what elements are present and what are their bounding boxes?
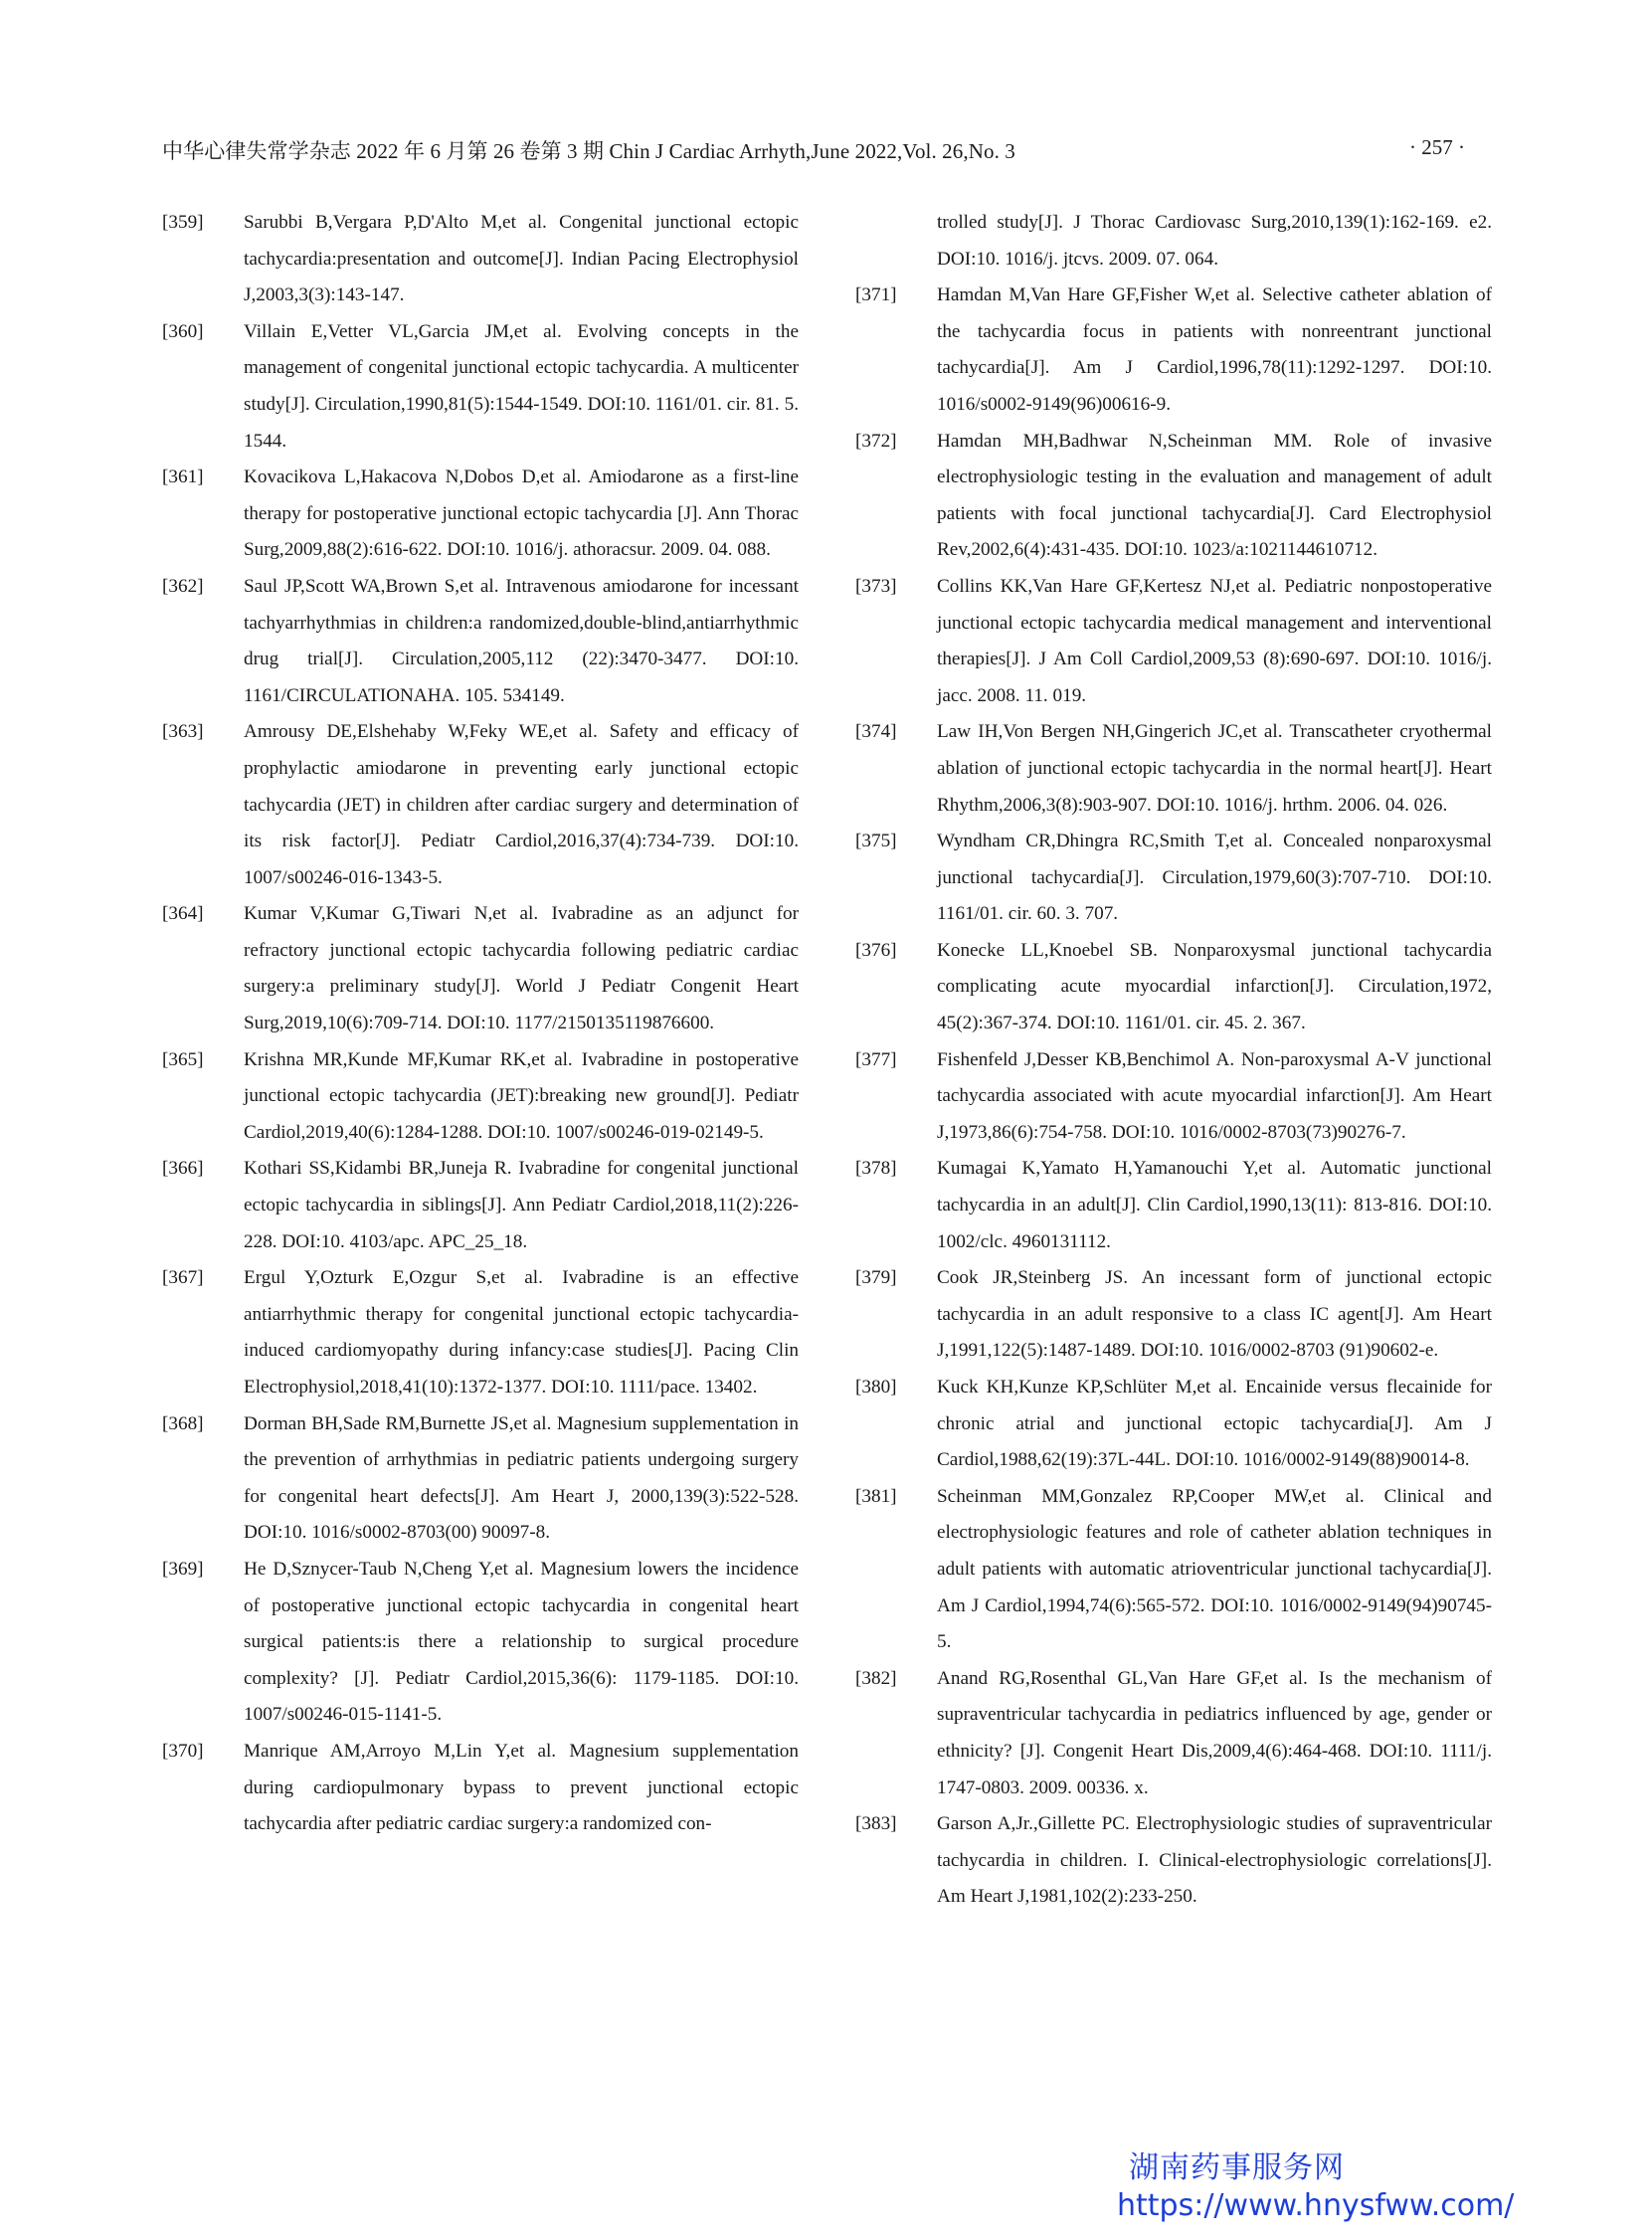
watermark-site-name[interactable]: 湖南药事服务网 — [1129, 2150, 1345, 2185]
reference-number: [378] — [855, 1158, 897, 1180]
reference-text: Anand RG,Rosenthal GL,Van Hare GF,et al. Is the mechanism of supraventricular tachycardia in pediatrics influenced by age, gender or ethnicity? [J]. Congenit Heart Dis,2009,4(6):464-468. DOI:10. 1111/j. 1747-0803. 2009. 00336. x. — [937, 1667, 1492, 1798]
reference-number: [367] — [162, 1267, 204, 1289]
journal-citation: 中华心律失常学杂志 2022 年 6 月第 26 卷第 3 期 Chin J Cardiac Arrhyth,June 2022,Vol. 26,No. 3 — [162, 139, 1015, 163]
reference-number: [377] — [855, 1048, 897, 1070]
reference-number: [376] — [855, 939, 897, 961]
reference-text: Kovacikova L,Hakacova N,Dobos D,et al. Amiodarone as a first-line therapy for postoperative junctional ectopic tachycardia [J]. Ann Thorac Surg,2009,88(2):616-622. DOI:10. 1016/j. athoracsur. 2009. 04. 088. — [244, 467, 799, 561]
reference-number: [365] — [162, 1048, 204, 1070]
reference-text: Hamdan MH,Badhwar N,Scheinman MM. Role of invasive electrophysiologic testing in the evaluation and management of adult patients with focal junctional tachycardia[J]. Card Electrophysiol Rev,2002,6(4):431-435. DOI:10. 1023/a:1021144610712. — [937, 430, 1492, 561]
reference-text: trolled study[J]. J Thorac Cardiovasc Surg,2010,139(1):162-169. e2. DOI:10. 1016/j. jtcvs. 2009. 07. 064. — [937, 212, 1492, 270]
reference-number: [361] — [162, 467, 204, 488]
reference-number: [373] — [855, 575, 897, 597]
reference-text: Konecke LL,Knoebel SB. Nonparoxysmal junctional tachycardia complicating acute myocardial infarction[J]. Circulation,1972, 45(2):367-374. DOI:10. 1161/01. cir. 45. 2. 367. — [937, 939, 1492, 1034]
reference-text: Manrique AM,Arroyo M,Lin Y,et al. Magnesium supplementation during cardiopulmonary bypass to prevent junctional ectopic tachycardia after pediatric cardiac surgery:a randomized con- — [244, 1740, 799, 1835]
reference-item — [855, 1042, 1492, 1152]
reference-item — [855, 1479, 1492, 1661]
reference-item — [855, 1806, 1492, 1916]
reference-item — [162, 1042, 799, 1152]
reference-text: He D,Sznycer-Taub N,Cheng Y,et al. Magnesium lowers the incidence of postoperative junctional ectopic tachycardia in congenital heart surgical patients:is there a relationship to surgical procedure complexity? [J]. Pediatr Cardiol,2015,36(6): 1179-1185. DOI:10. 1007/s00246-015-1141-5. — [244, 1558, 799, 1726]
references-right-column — [855, 205, 1492, 1916]
reference-item — [855, 424, 1492, 569]
reference-text: Kumar V,Kumar G,Tiwari N,et al. Ivabradine as an adjunct for refractory junctional ectopic tachycardia following pediatric cardiac surgery:a preliminary study[J]. World J Pediatr Congenit Heart Surg,2019,10(6):709-714. DOI:10. 1177/2150135119876600. — [244, 903, 799, 1034]
reference-item — [162, 714, 799, 896]
reference-item — [855, 1151, 1492, 1260]
references-left-column — [162, 205, 799, 1843]
reference-number: [359] — [162, 212, 204, 233]
reference-item — [855, 714, 1492, 824]
reference-text: Sarubbi B,Vergara P,D'Alto M,et al. Congenital junctional ectopic tachycardia:presentation and outcome[J]. Indian Pacing Electrophysiol J,2003,3(3):143-147. — [244, 212, 799, 306]
reference-item — [162, 1552, 799, 1734]
reference-number: [383] — [855, 1813, 897, 1835]
reference-number: [372] — [855, 430, 897, 452]
reference-text: Amrousy DE,Elshehaby W,Feky WE,et al. Safety and efficacy of prophylactic amiodarone in preventing early junctional ectopic tachycardia (JET) in children after cardiac surgery and determination of its risk factor[J]. Pediatr Cardiol,2016,37(4):734-739. DOI:10. 1007/s00246-016-1343-5. — [244, 721, 799, 888]
reference-item — [855, 824, 1492, 933]
reference-number: [362] — [162, 575, 204, 597]
reference-number: [364] — [162, 903, 204, 925]
watermark-url-link[interactable]: https://www.hnysfww.com/ — [1117, 2188, 1515, 2223]
reference-text: Hamdan M,Van Hare GF,Fisher W,et al. Selective catheter ablation of the tachycardia focus in patients with nonreentrant junctional tachycardia[J]. Am J Cardiol,1996,78(11):1292-1297. DOI:10. 1016/s0002-9149(96)00616-9. — [937, 284, 1492, 415]
reference-item — [162, 1406, 799, 1552]
reference-text: Fishenfeld J,Desser KB,Benchimol A. Non-paroxysmal A-V junctional tachycardia associated with acute myocardial infarction[J]. Am Heart J,1973,86(6):754-758. DOI:10. 1016/0002-8703(73)90276-7. — [937, 1048, 1492, 1143]
reference-number: [363] — [162, 721, 204, 743]
reference-item — [162, 1151, 799, 1260]
reference-text: Garson A,Jr.,Gillette PC. Electrophysiologic studies of supraventricular tachycardia in children. I. Clinical-electrophysiologic correlations[J]. Am Heart J,1981,102(2):233-250. — [937, 1813, 1492, 1908]
reference-item — [162, 1260, 799, 1405]
reference-item — [855, 205, 1492, 278]
reference-number: [374] — [855, 721, 897, 743]
reference-item — [162, 896, 799, 1041]
reference-item — [855, 569, 1492, 714]
reference-number: [360] — [162, 320, 204, 342]
reference-text: Saul JP,Scott WA,Brown S,et al. Intravenous amiodarone for incessant tachyarrhythmias in children:a randomized,double-blind,antiarrhythmic drug trial[J]. Circulation,2005,112 (22):3470-3477. DOI:10. 1161/CIRCULATIONAHA. 105. 534149. — [244, 575, 799, 706]
reference-item — [855, 933, 1492, 1042]
reference-item — [855, 1661, 1492, 1806]
reference-text: Law IH,Von Bergen NH,Gingerich JC,et al. Transcatheter cryothermal ablation of junctional ectopic tachycardia in the normal heart[J]. Heart Rhythm,2006,3(8):903-907. DOI:10. 1016/j. hrthm. 2006. 04. 026. — [937, 721, 1492, 816]
reference-number: [368] — [162, 1412, 204, 1434]
reference-item — [855, 1260, 1492, 1370]
reference-text: Krishna MR,Kunde MF,Kumar RK,et al. Ivabradine in postoperative junctional ectopic tachycardia (JET):breaking new ground[J]. Pediatr Cardiol,2019,40(6):1284-1288. DOI:10. 1007/s00246-019-02149-5. — [244, 1048, 799, 1143]
reference-text: Cook JR,Steinberg JS. An incessant form of junctional ectopic tachycardia in an adult responsive to a class IC agent[J]. Am Heart J,1991,122(5):1487-1489. DOI:10. 1016/0002-8703 (91)90602-e. — [937, 1267, 1492, 1362]
reference-number: [375] — [855, 831, 897, 852]
reference-number: [366] — [162, 1158, 204, 1180]
reference-item — [162, 1734, 799, 1843]
reference-text: Kothari SS,Kidambi BR,Juneja R. Ivabradine for congenital junctional ectopic tachycardia in siblings[J]. Ann Pediatr Cardiol,2018,11(2):226-228. DOI:10. 4103/apc. APC_25_18. — [244, 1158, 799, 1252]
reference-text: Kuck KH,Kunze KP,Schlüter M,et al. Encainide versus flecainide for chronic atrial and junctional ectopic tachycardia[J]. Am J Cardiol,1988,62(19):37L-44L. DOI:10. 1016/0002-9149(88)90014-8. — [937, 1377, 1492, 1471]
reference-number: [371] — [855, 284, 897, 306]
reference-number: [382] — [855, 1667, 897, 1689]
reference-item — [855, 278, 1492, 423]
reference-text: Kumagai K,Yamato H,Yamanouchi Y,et al. Automatic junctional tachycardia in an adult[J]. Clin Cardiol,1990,13(11): 813-816. DOI:10. 1002/clc. 4960131112. — [937, 1158, 1492, 1252]
reference-item — [162, 205, 799, 314]
reference-text: Wyndham CR,Dhingra RC,Smith T,et al. Concealed nonparoxysmal junctional tachycardia[J]. Circulation,1979,60(3):707-710. DOI:10. 1161/01. cir. 60. 3. 707. — [937, 831, 1492, 925]
reference-text: Scheinman MM,Gonzalez RP,Cooper MW,et al. Clinical and electrophysiologic features and role of catheter ablation techniques in adult patients with automatic atrioventricular junctional tachycardia[J]. Am J Cardiol,1994,74(6):565-572. DOI:10. 1016/0002-9149(94)90745-5. — [937, 1485, 1492, 1653]
reference-number: [370] — [162, 1740, 204, 1762]
reference-number: [369] — [162, 1558, 204, 1580]
reference-item — [162, 314, 799, 460]
reference-text: Dorman BH,Sade RM,Burnette JS,et al. Magnesium supplementation in the prevention of arrhythmias in pediatric patients undergoing surgery for congenital heart defects[J]. Am Heart J, 2000,139(3):522-528. DOI:10. 1016/s0002-8703(00) 90097-8. — [244, 1412, 799, 1544]
reference-text: Ergul Y,Ozturk E,Ozgur S,et al. Ivabradine is an effective antiarrhythmic therapy for congenital junctional ectopic tachycardia-induced cardiomyopathy during infancy:case studies[J]. Pacing Clin Electrophysiol,2018,41(10):1372-1377. DOI:10. 1111/pace. 13402. — [244, 1267, 799, 1398]
reference-number: [379] — [855, 1267, 897, 1289]
reference-text: Collins KK,Van Hare GF,Kertesz NJ,et al. Pediatric nonpostoperative junctional ectopic tachycardia medical management and interventional therapies[J]. J Am Coll Cardiol,2009,53 (8):690-697. DOI:10. 1016/j. jacc. 2008. 11. 019. — [937, 575, 1492, 706]
watermark[interactable] — [1117, 2148, 1515, 2224]
reference-item — [162, 460, 799, 569]
reference-number: [381] — [855, 1485, 897, 1507]
reference-text: Villain E,Vetter VL,Garcia JM,et al. Evolving concepts in the management of congenital junctional ectopic tachycardia. A multicenter study[J]. Circulation,1990,81(5):1544-1549. DOI:10. 1161/01. cir. 81. 5. 1544. — [244, 320, 799, 452]
page-number: · 257 · — [1409, 135, 1465, 159]
reference-item — [855, 1370, 1492, 1479]
page-header — [162, 135, 1465, 175]
reference-number: [380] — [855, 1377, 897, 1398]
reference-item — [162, 569, 799, 714]
